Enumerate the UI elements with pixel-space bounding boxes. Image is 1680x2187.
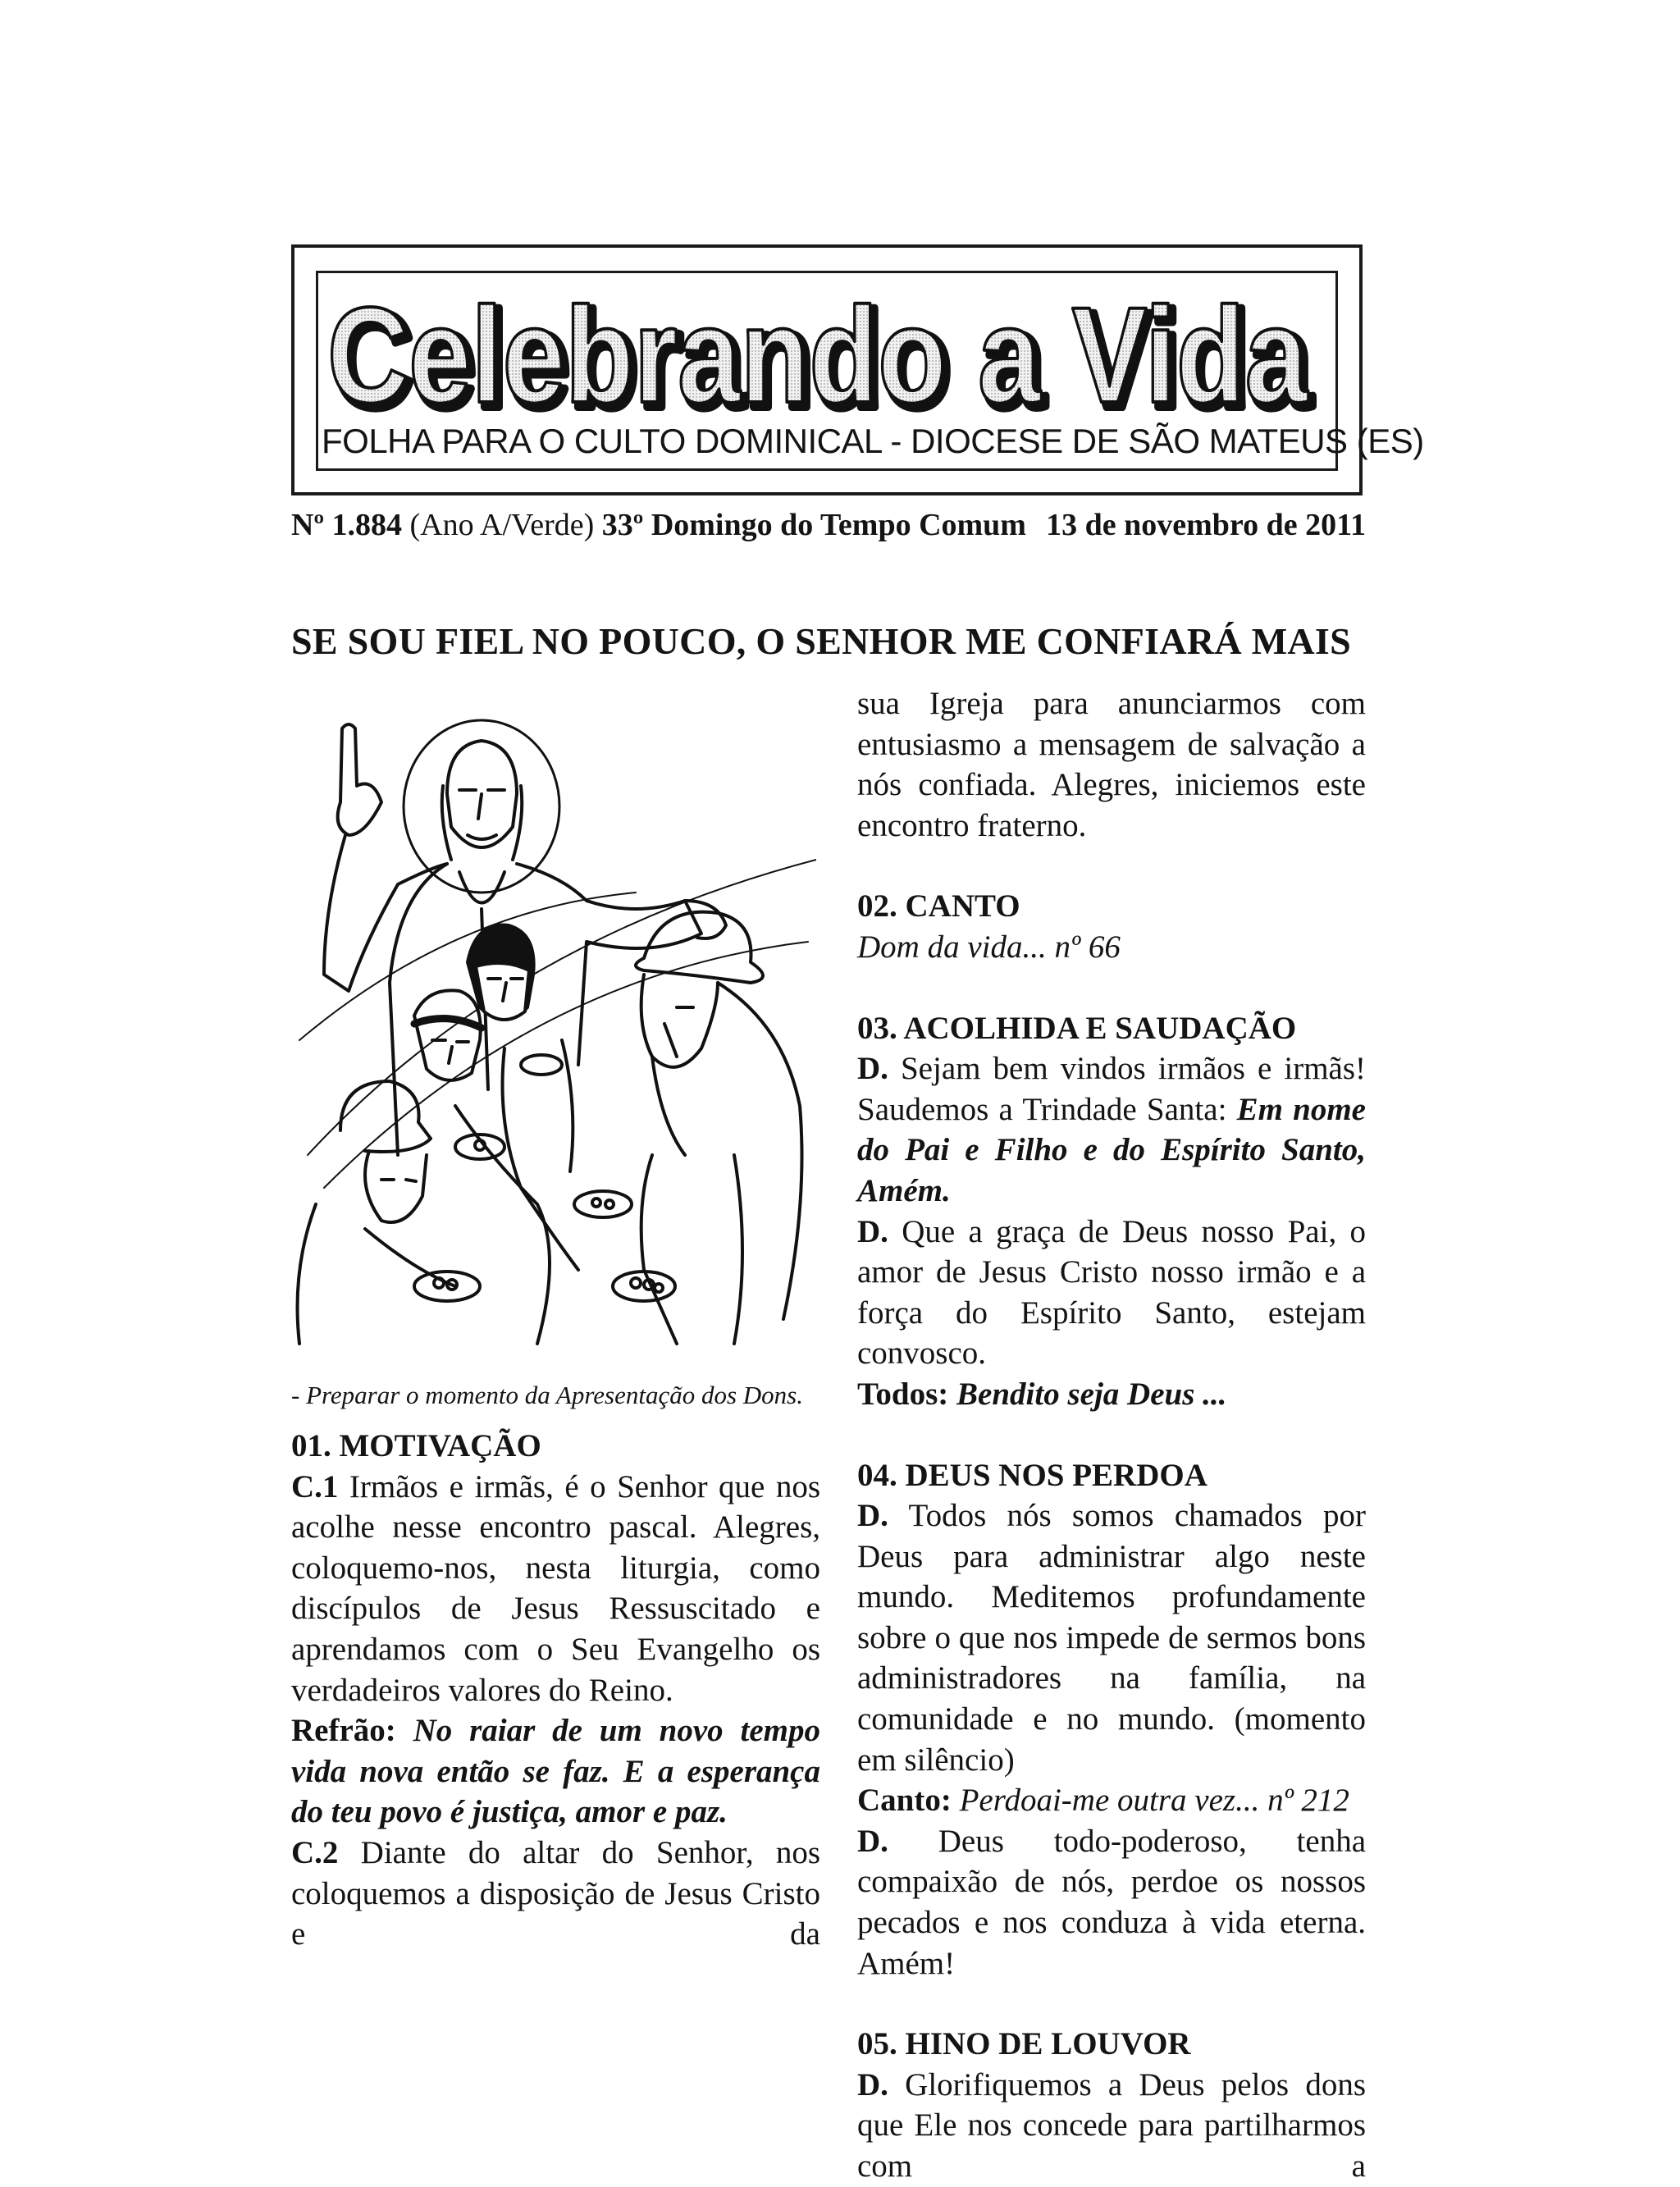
motivacao-c2-continued: sua Igreja para anunciarmos com entusiasmo a mensagem de salvação a nós confiada. Alegres, iniciemos este encontro fraterno.	[857, 686, 1366, 843]
motivacao-refrao	[291, 1710, 820, 1833]
masthead-subtitle: FOLHA PARA O CULTO DOMINICAL - DIOCESE DE SÃO MATEUS (ES)	[322, 422, 1424, 460]
acolhida-d1-label: D.	[857, 1051, 888, 1087]
svg-text:Celebrando a Vida: Celebrando a Vida	[327, 280, 1309, 425]
section-title-perdoa: 04. DEUS NOS PERDOA	[857, 1457, 1208, 1493]
c1-text: Irmãos e irmãs, é o Senhor que nos acolhe nesse encontro pascal. Alegres, coloquemo-nos, nesta liturgia, como discípulos de Jesus Ressuscitado e aprendamos com o Seu Evangelho os verdadeiros valores do Reino.	[291, 1468, 821, 1708]
canto-text: Dom da vida... nº 66	[857, 929, 1121, 965]
section-title-hino: 05. HINO DE LOUVOR	[857, 2026, 1191, 2062]
section-title-motivacao: 01. MOTIVAÇÃO	[291, 1428, 541, 1463]
illustration-caption: - Preparar o momento da Apresentação dos Dons.	[291, 1381, 803, 1409]
issue-number-group	[291, 507, 1026, 543]
c2-label: C.2	[291, 1834, 339, 1870]
issue-year-color: (Ano A/Verde)	[409, 508, 595, 542]
section-title-canto: 02. CANTO	[857, 888, 1020, 925]
todos-text: Bendito seja Deus ...	[956, 1376, 1227, 1412]
page-headline: SE SOU FIEL NO POUCO, O SENHOR ME CONFIARÁ MAIS	[291, 620, 1352, 662]
c2-text: Diante do altar do Senhor, nos coloquemos a disposição de Jesus Cristo e da	[291, 1834, 820, 1952]
perdoa-d1-label: D.	[857, 1498, 888, 1534]
hino-d	[857, 2065, 1366, 2187]
svg-text:Celebrando a Vida: Celebrando a Vida	[332, 285, 1314, 425]
issue-date: 13 de novembro de 2011	[1046, 508, 1366, 542]
right-column	[857, 683, 1366, 2187]
perdoa-canto-label: Canto:	[857, 1783, 952, 1819]
refrao-label: Refrão:	[291, 1713, 396, 1749]
acolhida-d2	[857, 1212, 1366, 1374]
section-title-acolhida: 03. ACOLHIDA E SAUDAÇÃO	[857, 1010, 1297, 1046]
perdoa-d1-text: Todos nós somos chamados por Deus para administrar algo neste mundo. Meditemos profundamente sobre o que nos impede de sermos bons administradores na família, na comunidade e no mundo. (momento em silêncio)	[857, 1498, 1367, 1778]
perdoa-canto-text: Perdoai-me outra vez... nº 212	[959, 1783, 1349, 1819]
acolhida-d2-text: Que a graça de Deus nosso Pai, o amor de Jesus Cristo nosso irmão e a força do Espírito Santo, estejam convosco.	[857, 1213, 1366, 1372]
todos-label: Todos:	[857, 1376, 949, 1412]
c1-label: C.1	[291, 1468, 339, 1504]
motivacao-c2	[291, 1833, 820, 1955]
perdoa-d2-text: Deus todo-poderoso, tenha compaixão de nós, perdoe os nossos pecados e nos conduza à vida eterna. Amém!	[857, 1823, 1367, 1981]
hino-d-label: D.	[857, 2066, 888, 2103]
hino-d-text: Glorifiquemos a Deus pelos dons que Ele nos concede para partilharmos com a	[857, 2066, 1366, 2184]
acolhida-d1	[857, 1048, 1366, 1211]
acolhida-d1-emphasis: Em nome do Pai e Filho e do Espírito Santo, Amém.	[857, 1091, 1366, 1208]
perdoa-canto	[857, 1780, 1366, 1821]
perdoa-d2-label: D.	[857, 1823, 888, 1859]
motivacao-c1	[291, 1467, 820, 1711]
left-column	[291, 1426, 820, 1955]
acolhida-todos	[857, 1374, 1366, 1415]
perdoa-d2	[857, 1821, 1366, 1984]
perdoa-d1	[857, 1495, 1366, 1780]
refrao-text: No raiar de um novo tempo vida nova então se faz. E a esperança do teu povo é justiça, amor e paz.	[291, 1713, 820, 1830]
acolhida-d1-text: Sejam bem vindos irmãos e irmãs! Saudemos a Trindade Santa:	[857, 1051, 1366, 1127]
issue-line	[291, 507, 1366, 543]
masthead-logo	[324, 277, 1321, 425]
acolhida-d2-label: D.	[857, 1213, 888, 1249]
illustration-parable-of-talents	[291, 696, 816, 1352]
issue-number: Nº 1.884	[291, 508, 402, 542]
issue-sunday: 33º Domingo do Tempo Comum	[601, 508, 1026, 542]
